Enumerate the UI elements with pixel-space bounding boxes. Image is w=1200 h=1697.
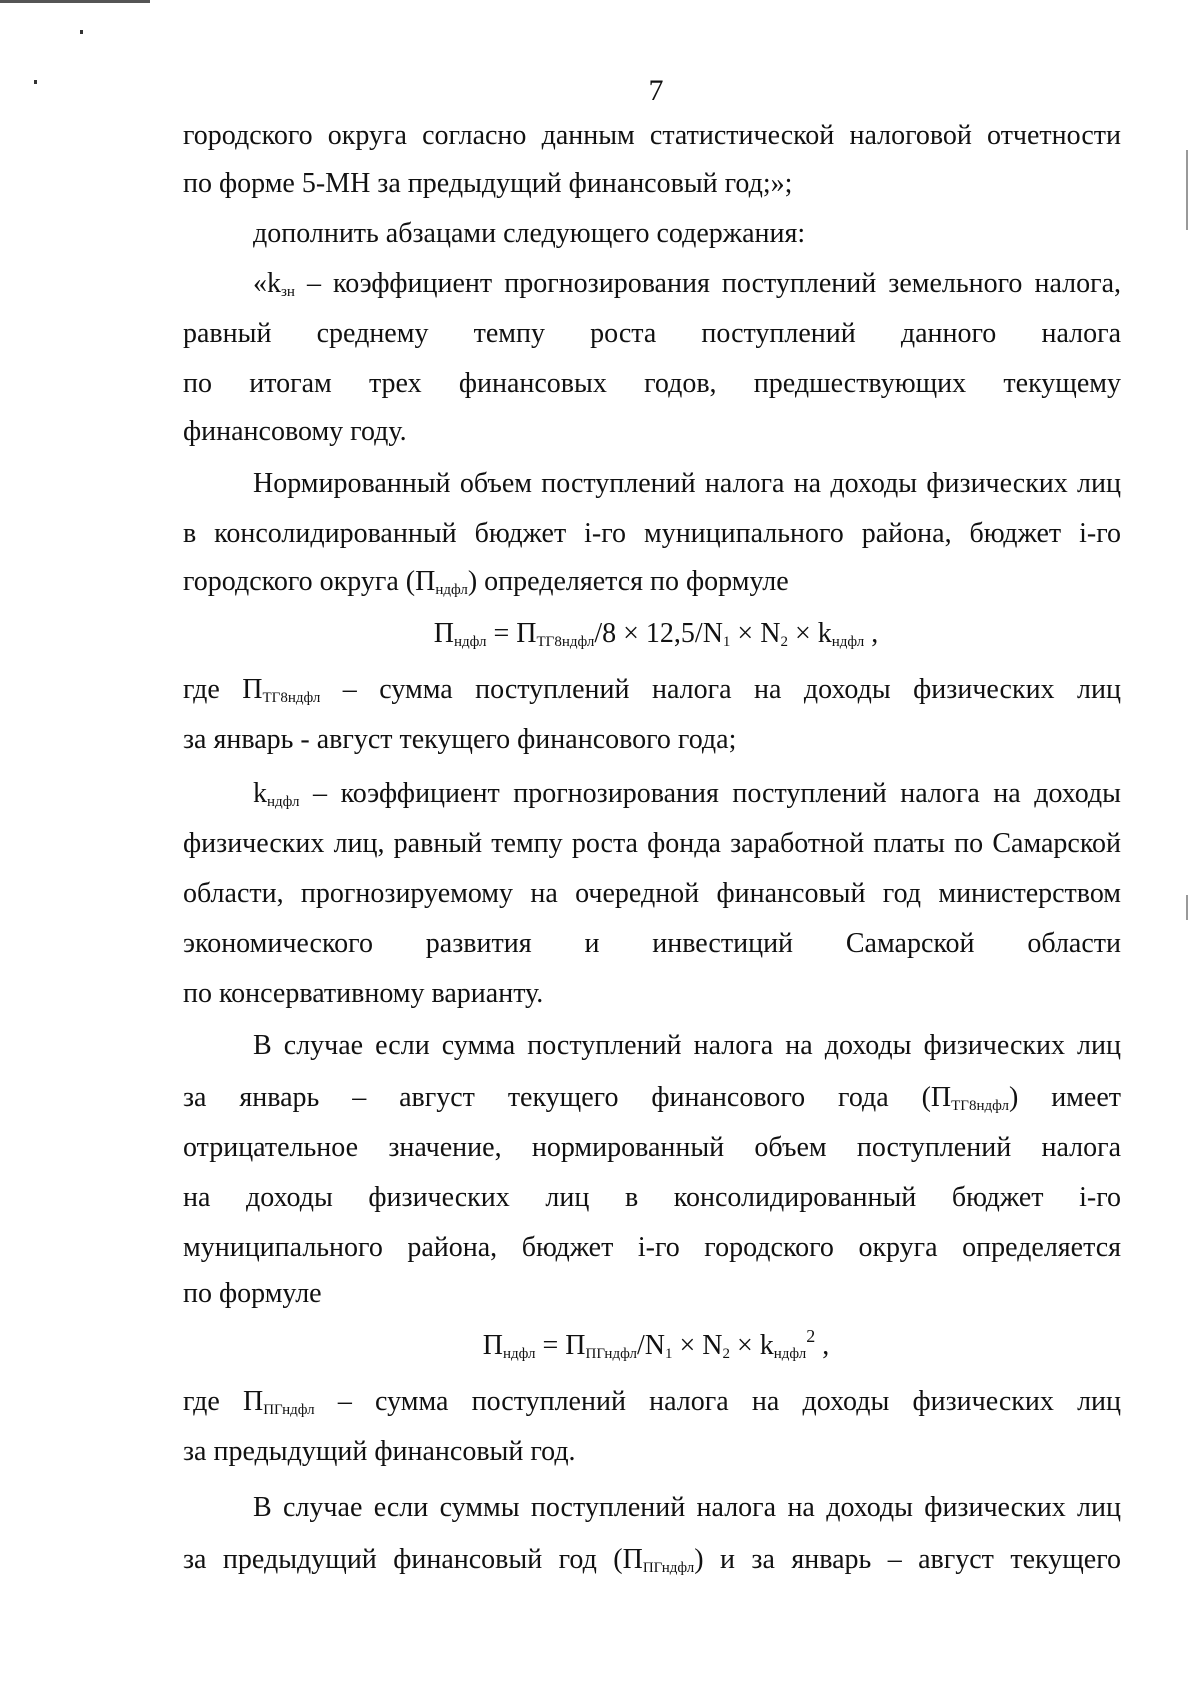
text-line: В случае если сумма поступлений налога на доходы физических лиц: [253, 1030, 1121, 1061]
text-line: дополнить абзацами следующего содержания:: [253, 218, 806, 249]
text-line: на доходы физических лиц в консолидированный бюджет i-го: [183, 1182, 1121, 1213]
text-line: за предыдущий финансовый год.: [183, 1436, 576, 1467]
scan-dot: [80, 30, 83, 34]
text-line: по итогам трех финансовых годов, предшествующих текущему: [183, 368, 1121, 399]
text-line: отрицательное значение, нормированный объем поступлений налога: [183, 1132, 1121, 1163]
formula-2: $П_{ндфл} = П_{ПГндфл}/N_1 \times N_2 \times k_{ндфл}^2$ ,: [482, 1326, 830, 1362]
text-line: городского округа $(П_{ндфл})$ определяется по формуле: [183, 566, 789, 598]
text-line: Нормированный объем поступлений налога на доходы физических лиц: [253, 468, 1121, 499]
text-line: в консолидированный бюджет i-го муниципального района, бюджет i-го: [183, 518, 1121, 549]
text-line: за январь – август текущего финансового года $(П_{ТГ8ндфл})$ имеет: [183, 1082, 1121, 1114]
text-line: физических лиц, равный темпу роста фонда заработной платы по Самарской: [183, 828, 1121, 859]
text-line: за предыдущий финансовый год $(П_{ПГндфл})$ и за январь – август текущего: [183, 1544, 1121, 1576]
text-line: области, прогнозируемому на очередной финансовый год министерством: [183, 878, 1121, 909]
text-line: равный среднему темпу роста поступлений данного налога: [183, 318, 1121, 349]
text-line: по консервативному варианту.: [183, 978, 544, 1009]
formula-1: $П_{ндфл} = П_{ТГ8ндфл}/8 \times 12,5/N_1 \times N_2 \times k_{ндфл}$ ,: [433, 618, 879, 650]
text-line: где $П_{ТГ8ндфл}$ – сумма поступлений налога на доходы физических лиц: [183, 674, 1122, 706]
text-line: экономического развития и инвестиций Самарской области: [183, 928, 1121, 959]
scan-margin-mark: [1186, 150, 1188, 230]
text-line: по форме 5-МН за предыдущий финансовый год;»;: [183, 168, 793, 199]
text-line: где $П_{ПГндфл}$ – сумма поступлений налога на доходы физических лиц: [183, 1386, 1122, 1418]
text-line: В случае если суммы поступлений налога на доходы физических лиц: [253, 1492, 1121, 1523]
text-line: по формуле: [183, 1278, 322, 1309]
text-line: $k_{ндфл}$ – коэффициент прогнозирования поступлений налога на доходы: [253, 778, 1121, 810]
text-line: финансовому году.: [183, 416, 407, 447]
page-number: 7: [648, 74, 664, 107]
scan-margin-mark: [1186, 895, 1188, 920]
text-line: «$k_{зн}$ – коэффициент прогнозирования поступлений земельного налога,: [253, 268, 1121, 300]
text-line: муниципального района, бюджет i-го городского округа определяется: [183, 1232, 1121, 1263]
text-line: за январь - август текущего финансового года;: [183, 724, 737, 755]
scan-edge-line: [0, 0, 150, 3]
text-line: городского округа согласно данным статистической налоговой отчетности: [183, 120, 1121, 151]
